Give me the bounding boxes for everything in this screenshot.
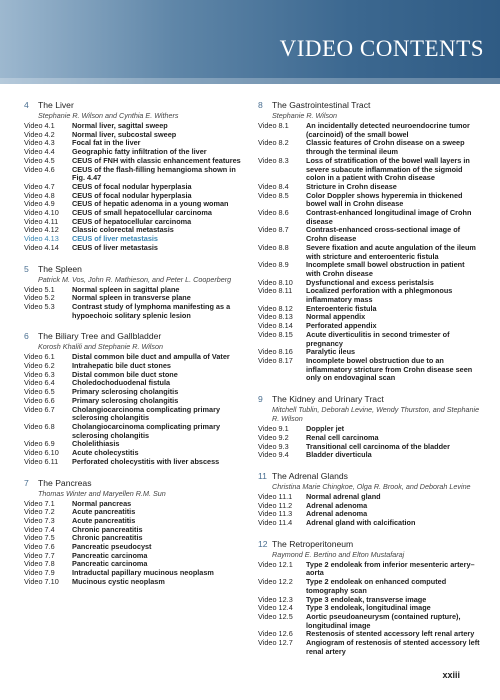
video-title: Perforated appendix	[306, 321, 377, 331]
video-label: Video 4.3	[24, 138, 55, 148]
video-title: CEUS of the flash-filling hemangioma shown in Fig. 4.47	[72, 164, 236, 183]
video-title: Normal pancreas	[72, 498, 132, 508]
video-label: Video 8.9	[258, 260, 289, 270]
video-label: Video 7.3	[24, 515, 55, 525]
video-label: Video 8.8	[258, 242, 289, 252]
page-title: VIDEO CONTENTS	[279, 36, 484, 61]
video-title: Doppler jet	[306, 424, 345, 434]
video-title: CEUS of hepatocellular carcinoma	[72, 216, 192, 226]
video-entry	[258, 244, 480, 261]
video-label: Video 12.4	[258, 603, 293, 613]
video-title: Cholangiocarcinoma complicating primary sclerosing cholangitis	[72, 404, 220, 423]
video-entry	[24, 244, 246, 253]
video-label: Video 12.5	[258, 611, 293, 621]
video-title: Acute pancreatitis	[72, 507, 136, 517]
video-title: Incomplete bowel obstruction due to an inflammatory stricture from Crohn disease seen only on endovaginal scan	[306, 355, 473, 383]
video-entry	[258, 331, 480, 348]
video-label: Video 6.9	[24, 439, 55, 449]
video-label: Video 7.1	[24, 498, 55, 508]
chapter-authors: Stephanie R. Wilson and Cynthia E. Withers	[38, 111, 179, 120]
video-label: Video 4.10	[24, 208, 59, 218]
video-title: Adrenal adenoma	[306, 509, 368, 519]
video-title: Normal liver, subcostal sweep	[72, 129, 177, 139]
chapter-authors: Patrick M. Vos, John R. Mathieson, and Peter L. Cooperberg	[38, 274, 232, 284]
video-label: Video 8.12	[258, 303, 293, 313]
video-label: Video 5.1	[24, 284, 55, 294]
video-title: Transitional cell carcinoma of the bladder	[306, 441, 450, 451]
chapter-title: The Pancreas	[38, 477, 92, 488]
video-title: Type 2 endoleak on enhanced computed tomography scan	[306, 577, 447, 595]
chapter-section	[24, 478, 246, 587]
video-label: Video 6.4	[24, 378, 55, 388]
video-title[interactable]: CEUS of liver metastasis	[72, 234, 158, 244]
video-entry	[258, 578, 480, 595]
video-label: Video 9.2	[258, 432, 289, 442]
video-label: Video 11.1	[258, 491, 293, 501]
video-label: Video 12.2	[258, 577, 293, 587]
video-title: Pancreatic carcinoma	[72, 559, 148, 569]
video-label: Video 4.4	[24, 147, 55, 157]
chapter-section	[258, 100, 480, 383]
video-title: Normal adrenal gland	[306, 491, 381, 501]
chapter-number: 8	[258, 100, 263, 110]
video-entry	[258, 561, 480, 578]
chapter-section	[258, 539, 480, 657]
video-title: Intrahepatic bile duct stones	[72, 361, 171, 371]
video-label: Video 6.1	[24, 352, 55, 362]
chapter-title: The Adrenal Glands	[272, 470, 348, 481]
chapter-title: The Spleen	[38, 263, 82, 274]
chapter-section	[258, 471, 480, 528]
chapter-number: 6	[24, 331, 29, 342]
video-label: Video 11.2	[258, 500, 293, 510]
video-label: Video 7.2	[24, 507, 55, 517]
video-entry	[258, 613, 480, 630]
video-title: Contrast study of lymphoma manifesting as a hypoechoic solitary splenic lesion	[72, 301, 231, 320]
chapter-title: The Kidney and Urinary Tract	[272, 394, 384, 405]
video-title: Distal common bile duct stone	[72, 369, 178, 379]
chapter-heading	[24, 331, 246, 342]
video-label: Video 12.3	[258, 594, 293, 604]
video-label: Video 4.2	[24, 129, 55, 139]
chapter-section	[24, 264, 246, 321]
video-title: Distal common bile duct and ampulla of Vater	[72, 352, 230, 362]
video-entry	[258, 261, 480, 278]
chapter-number: 5	[24, 263, 29, 274]
video-label: Video 8.10	[258, 277, 293, 287]
video-label: Video 6.8	[24, 421, 55, 431]
video-label: Video 6.7	[24, 404, 55, 414]
video-entry	[24, 303, 246, 320]
right-column	[258, 100, 480, 667]
video-title: Contrast-enhanced longitudinal image of Crohn disease	[306, 208, 472, 226]
video-title: CEUS of hepatic adenoma in a young woman	[72, 199, 229, 209]
video-title: Classic features of Crohn disease on a sweep through the terminal ileum	[306, 138, 465, 157]
chapter-authors: Christina Marie Chingkoe, Olga R. Brook, and Deborah Levine	[272, 481, 471, 491]
video-label: Video 8.7	[258, 225, 289, 235]
video-label: Video 4.7	[24, 181, 55, 191]
chapter-title: The Liver	[38, 100, 74, 110]
video-label: Video 8.16	[258, 347, 293, 357]
video-title: CEUS of small hepatocellular carcinoma	[72, 208, 212, 218]
video-title: Contrast-enhanced cross-sectional image of Crohn disease	[306, 225, 461, 244]
video-label: Video 7.7	[24, 550, 55, 560]
video-title: Type 3 endoleak, transverse image	[306, 594, 427, 604]
video-title: CEUS of focal nodular hyperplasia	[72, 181, 192, 191]
video-title: Chronic pancreatitis	[72, 533, 143, 543]
video-label: Video 4.12	[24, 225, 59, 235]
video-title: Normal liver, sagittal sweep	[72, 121, 168, 130]
video-label: Video 12.7	[258, 638, 293, 648]
video-label: Video 4.13	[24, 234, 59, 244]
chapter-authors: Stephanie R. Wilson	[272, 111, 338, 120]
video-label: Video 8.5	[258, 190, 289, 200]
video-entry	[258, 519, 480, 528]
chapter-heading	[24, 478, 246, 489]
video-label: Video 9.4	[258, 450, 289, 460]
video-entry	[24, 423, 246, 440]
video-label: Video 4.9	[24, 199, 55, 209]
video-label: Video 7.8	[24, 559, 55, 569]
video-entry	[258, 226, 480, 243]
chapter-title: The Retroperitoneum	[272, 538, 354, 549]
video-title: Cholelithiasis	[72, 439, 120, 449]
video-label: Video 8.1	[258, 121, 289, 130]
video-title: CEUS of FNH with classic enhancement features	[72, 155, 241, 165]
video-title: Classic colorectal metastasis	[72, 225, 174, 235]
chapter-title: The Biliary Tree and Gallbladder	[38, 331, 162, 342]
video-entry	[24, 578, 246, 587]
video-title: Pancreatic pseudocyst	[72, 542, 152, 552]
video-title: Pancreatic carcinoma	[72, 550, 148, 560]
video-label: Video 8.4	[258, 181, 289, 191]
video-title: Stricture in Crohn disease	[306, 181, 397, 191]
video-title: Chronic pancreatitis	[72, 524, 143, 534]
video-title: Renal cell carcinoma	[306, 432, 379, 442]
header-banner	[0, 0, 500, 84]
video-entry	[258, 451, 480, 460]
video-label: Video 4.11	[24, 216, 59, 226]
chapter-heading	[24, 100, 246, 111]
video-label: Video 6.6	[24, 395, 55, 405]
chapter-number: 11	[258, 470, 267, 481]
video-title: Bladder diverticula	[306, 450, 372, 460]
video-entry	[258, 157, 480, 183]
video-title: Acute diverticulitis in second trimester of pregnancy	[306, 329, 450, 348]
chapter-authors: Korosh Khalili and Stephanie R. Wilson	[38, 342, 163, 352]
video-entry	[258, 287, 480, 304]
video-entry	[258, 639, 480, 656]
video-label: Video 12.6	[258, 629, 293, 639]
video-title: Dysfunctional and excess peristalsis	[306, 277, 434, 287]
chapter-number: 12	[258, 538, 268, 549]
video-label: Video 8.14	[258, 321, 293, 331]
chapter-number: 9	[258, 394, 263, 405]
video-label: Video 7.10	[24, 576, 59, 586]
video-title: Choledochoduodenal fistula	[72, 378, 171, 388]
video-title: Severe fixation and acute angulation of the ileum with stricture and enteroenteric fistula	[306, 242, 476, 261]
video-title: Normal spleen in sagittal plane	[72, 284, 180, 294]
video-title: Enteroenteric fistula	[306, 303, 377, 313]
video-label: Video 8.17	[258, 355, 293, 365]
video-title: Aortic pseudoaneurysm (contained rupture), longitudinal image	[306, 611, 461, 630]
video-title: Adrenal adenoma	[306, 500, 368, 510]
video-label: Video 7.6	[24, 542, 55, 552]
video-label: Video 6.11	[24, 456, 59, 466]
video-title: Focal fat in the liver	[72, 138, 141, 148]
video-label: Video 4.14	[24, 242, 59, 252]
video-entry	[258, 209, 480, 226]
video-title: Primary sclerosing cholangitis	[72, 395, 179, 405]
video-title: Paralytic ileus	[306, 347, 356, 357]
video-title: Acute pancreatitis	[72, 515, 136, 525]
video-title: Primary sclerosing cholangitis	[72, 387, 179, 397]
video-entry	[24, 508, 246, 517]
video-label: Video 9.1	[258, 424, 289, 434]
video-title: Adrenal gland with calcification	[306, 518, 416, 528]
video-title: Cholangiocarcinoma complicating primary sclerosing cholangitis	[72, 421, 220, 440]
video-label: Video 4.8	[24, 190, 55, 200]
video-label: Video 7.4	[24, 524, 55, 534]
chapter-section	[24, 331, 246, 466]
video-title: Acute cholecystitis	[72, 448, 139, 458]
video-label: Video 8.3	[258, 155, 289, 165]
video-label: Video 7.5	[24, 533, 55, 543]
video-title: Localized perforation with a phlegmonous inflammatory mass	[306, 286, 453, 305]
video-label: Video 4.1	[24, 121, 55, 130]
video-title: Intraductal papillary mucinous neoplasm	[72, 568, 214, 578]
video-entry	[24, 500, 246, 509]
video-label: Video 7.9	[24, 568, 55, 578]
video-label: Video 4.5	[24, 155, 55, 165]
video-title: Color Doppler shows hyperemia in thickened bowel wall in Crohn disease	[306, 190, 463, 209]
video-title: Angiogram of restenosis of stented accessory left renal artery	[306, 638, 480, 656]
video-entry	[258, 357, 480, 383]
video-label: Video 11.3	[258, 509, 293, 519]
video-label: Video 12.1	[258, 559, 293, 569]
video-title: Perforated cholecystitis with liver abscess	[72, 456, 220, 466]
video-label: Video 5.3	[24, 301, 55, 311]
video-label: Video 8.13	[258, 312, 293, 322]
video-entry	[24, 406, 246, 423]
video-title: Type 3 endoleak, longitudinal image	[306, 603, 431, 613]
video-label: Video 6.3	[24, 369, 55, 379]
video-title: An incidentally detected neuroendocrine tumor (carcinoid) of the small bowel	[306, 121, 470, 139]
video-label: Video 6.10	[24, 448, 59, 458]
video-label: Video 8.6	[258, 208, 289, 218]
video-entry	[24, 166, 246, 183]
chapter-heading	[258, 394, 480, 405]
video-title: Normal appendix	[306, 312, 366, 322]
video-entry	[258, 139, 480, 156]
video-label: Video 4.6	[24, 164, 55, 174]
chapter-heading	[258, 471, 480, 482]
video-title: CEUS of liver metastasis	[72, 242, 158, 252]
chapter-number: 7	[24, 477, 29, 488]
chapter-authors: Raymond E. Bertino and Elton Mustafaraj	[272, 549, 405, 559]
page-number: xxiii	[442, 670, 460, 680]
chapter-heading	[24, 264, 246, 275]
video-title: Restenosis of stented accessory left renal artery	[306, 629, 475, 639]
video-entry	[258, 192, 480, 209]
chapter-heading	[258, 100, 480, 111]
video-label: Video 6.2	[24, 361, 55, 371]
video-title: Loss of stratification of the bowel wall layers in severe subacute inflammation of the sigmoid colon in a patient with Crohn disease	[306, 155, 470, 183]
video-label: Video 8.2	[258, 138, 289, 148]
video-title: Geographic fatty infiltration of the liver	[72, 147, 207, 157]
video-title: Mucinous cystic neoplasm	[72, 576, 165, 586]
left-column	[24, 100, 246, 598]
video-entry	[24, 458, 246, 467]
video-title: Incomplete small bowel obstruction in patient with Crohn disease	[306, 260, 465, 278]
chapter-section	[258, 394, 480, 460]
video-label: Video 6.5	[24, 387, 55, 397]
video-entry	[258, 122, 480, 139]
chapter-authors: Mitchell Tublin, Deborah Levine, Wendy Thurston, and Stephanie R. Wilson	[272, 405, 480, 424]
video-title: Normal spleen in transverse plane	[72, 293, 191, 303]
video-label: Video 5.2	[24, 293, 55, 303]
video-label: Video 8.11	[258, 286, 293, 296]
chapter-number: 4	[24, 100, 29, 110]
video-title: Type 2 endoleak from inferior mesenteric artery–aorta	[306, 559, 475, 578]
chapter-title: The Gastrointestinal Tract	[272, 100, 371, 110]
video-label: Video 8.15	[258, 329, 293, 339]
video-label: Video 11.4	[258, 518, 293, 528]
video-title: CEUS of focal nodular hyperplasia	[72, 190, 192, 200]
chapter-authors: Thomas Winter and Maryellen R.M. Sun	[38, 488, 166, 498]
chapter-section	[24, 100, 246, 253]
chapter-heading	[258, 539, 480, 550]
video-label: Video 9.3	[258, 441, 289, 451]
